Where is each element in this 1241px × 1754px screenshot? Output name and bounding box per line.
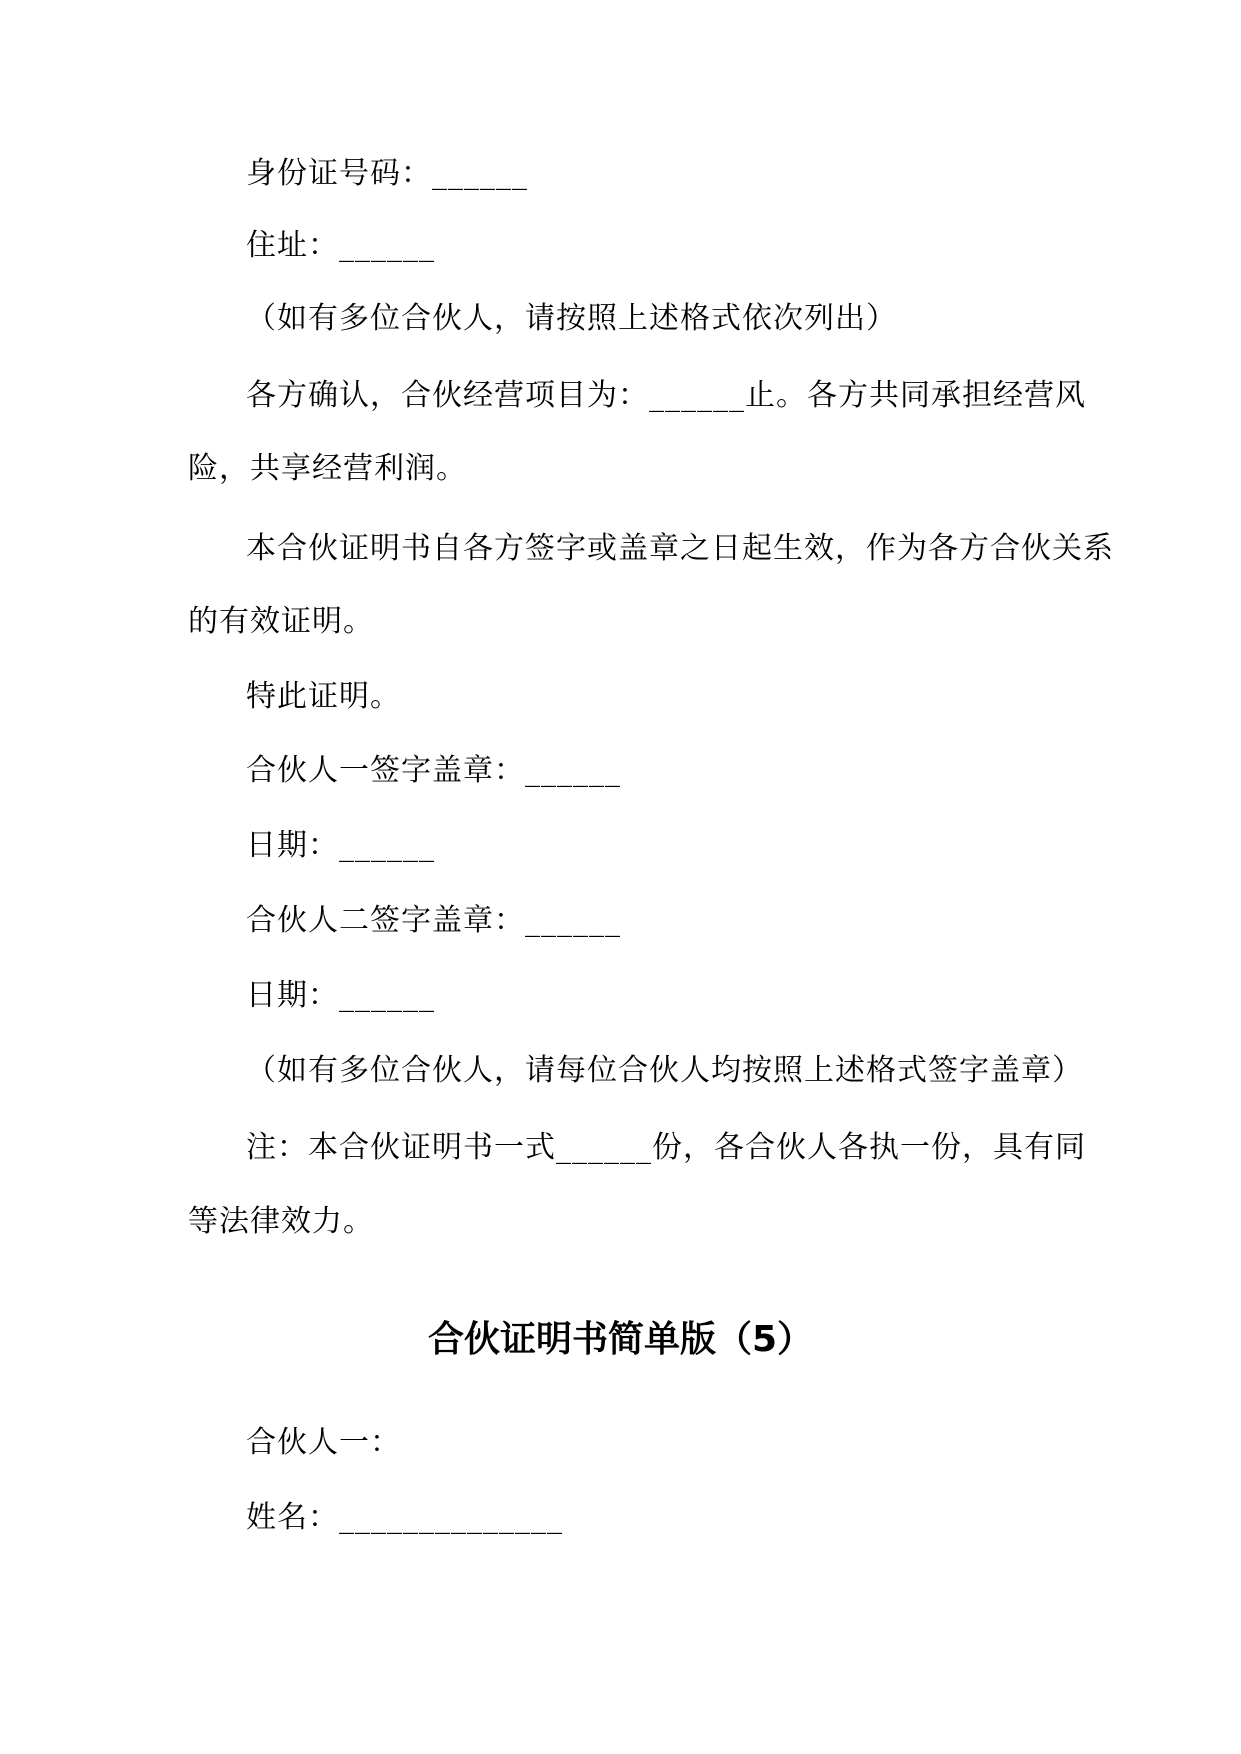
- id-number-line: 身份证号码：______: [246, 156, 528, 191]
- multiple-partners-note: （如有多位合伙人，请按照上述格式依次列出）: [246, 301, 897, 336]
- address-line: 住址：______: [246, 228, 435, 263]
- partner-one-signature-line: 合伙人一签字盖章：______: [246, 753, 621, 788]
- partner-one-heading: 合伙人一：: [246, 1425, 401, 1460]
- partner-two-date-line: 日期：______: [246, 978, 435, 1013]
- certification-statement: 特此证明。: [246, 679, 401, 714]
- effectiveness-paragraph-line-2: 的有效证明。: [188, 604, 374, 639]
- copies-note-line-1: 注：本合伙证明书一式______份，各合伙人各执一份，具有同: [246, 1130, 1086, 1165]
- confirmation-paragraph-line-2: 险，共享经营利润。: [188, 451, 467, 486]
- confirmation-paragraph-line-1: 各方确认，合伙经营项目为：______止。各方共同承担经营风: [246, 378, 1086, 413]
- effectiveness-paragraph-line-1: 本合伙证明书自各方签字或盖章之日起生效，作为各方合伙关系: [246, 531, 1114, 566]
- name-line: 姓名：______________: [246, 1500, 563, 1535]
- signature-format-note: （如有多位合伙人，请每位合伙人均按照上述格式签字盖章）: [246, 1053, 1083, 1088]
- partner-one-date-line: 日期：______: [246, 828, 435, 863]
- section-title: 合伙证明书简单版（5）: [427, 1319, 814, 1360]
- partner-two-signature-line: 合伙人二签字盖章：______: [246, 903, 621, 938]
- copies-note-line-2: 等法律效力。: [188, 1204, 374, 1239]
